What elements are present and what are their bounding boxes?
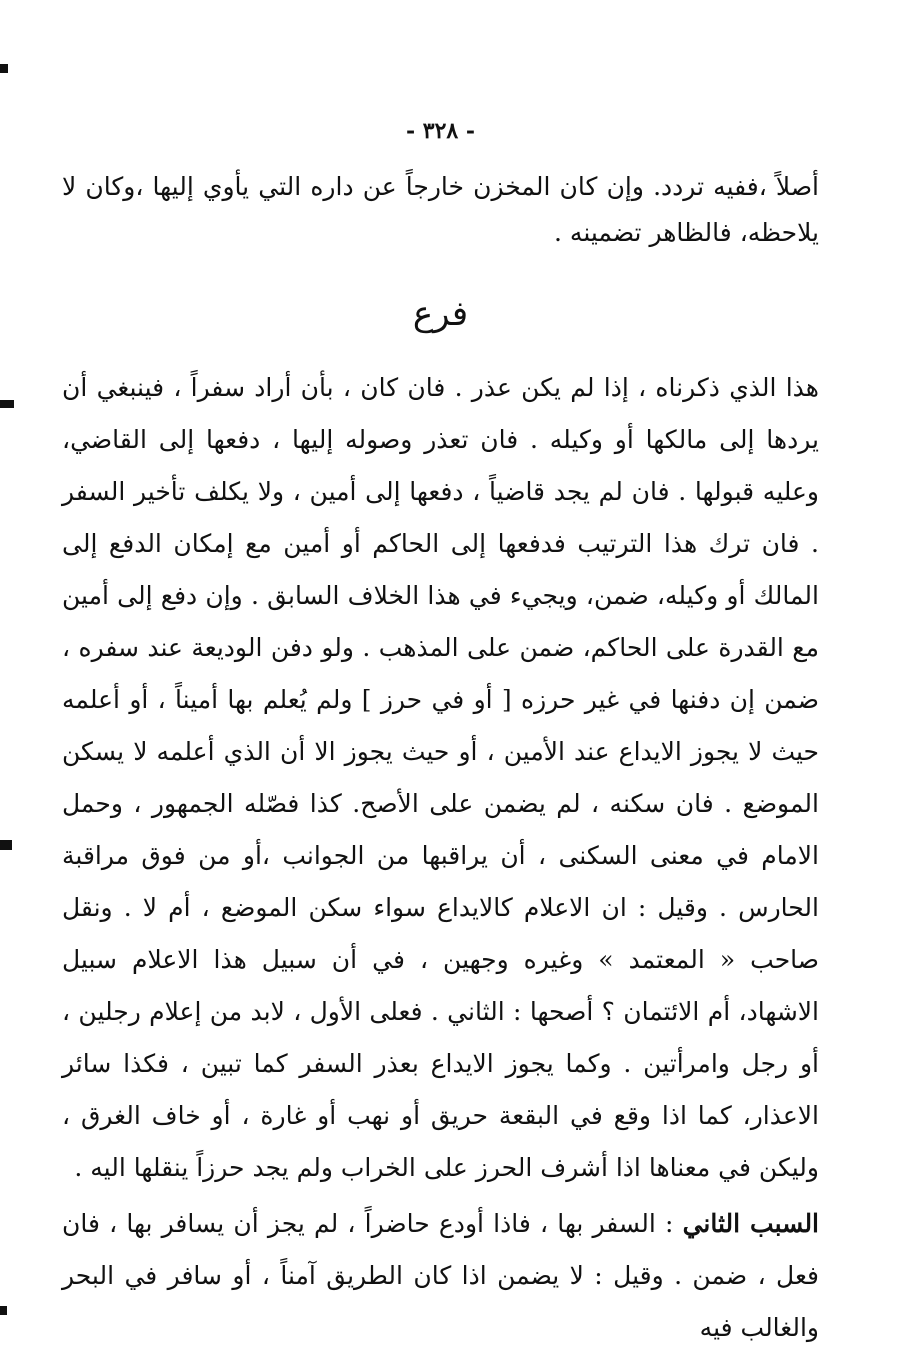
scan-edge-mark-upper [0,400,14,408]
book-page [62,118,819,1354]
second-reason-lead: السبب الثاني [682,1209,820,1238]
section-heading: فرع [412,294,469,334]
second-reason-text: : السفر بها ، فاذا أودع حاضراً ، لم يجز أن يسافر بها ، فان فعل ، ضمن . وقيل : لا يضمن اذا كان الطريق آمناً ، أو سافر في البحر والغالب فيه [62,1209,819,1342]
scan-edge-mark-bottom [0,1306,7,1315]
scan-edge-mark-middle [0,840,12,850]
scan-edge-mark-top [0,64,8,73]
main-paragraph: هذا الذي ذكرناه ، إذا لم يكن عذر . فان كان ، بأن أراد سفراً ، فينبغي أن يردها إلى مالكها أو وكيله . فان تعذر وصوله إليها ، دفعها إلى القاضي، وعليه قبولها . فان لم يجد قاضياً ، دفعها إلى أمين ، ولا يكلف تأخير السفر . فان ترك هذا الترتيب فدفعها إلى الحاكم أو أمين مع إمكان الدفع إلى المالك أو وكيله، ضمن، ويجيء في هذا الخلاف السابق . وإن دفع إلى أمين مع القدرة على الحاكم، ضمن على المذهب . ولو دفن الوديعة عند سفره ، ضمن إن دفنها في غير حرزه [ أو في حرز ] ولم يُعلم بها أميناً ، أو أعلمه حيث لا يجوز الايداع عند الأمين ، أو حيث يجوز الا أن الذي أعلمه لا يسكن الموضع . فان سكنه ، لم يضمن على الأصح. كذا فصّله الجمهور ، وحمل الامام في معنى السكنى ، أن يراقبها من الجوانب ،أو من فوق مراقبة الحارس . وقيل : ان الاعلام كالايداع سواء سكن الموضع ، أم لا . ونقل صاحب « المعتمد » وغيره وجهين ، في أن سبيل هذا الاعلام سبيل الاشهاد، أم الائتمان ؟ أصحها : الثاني . فعلى الأول ، لابد من إعلام رجلين ، أو رجل وامرأتين . وكما يجوز الايداع بعذر السفر كما تبين ، فكذا سائر الاعذار، كما اذا وقع في البقعة حريق أو نهب أو غارة ، أو خاف الغرق ، وليكن في معناها اذا أشرف الحرز على الخراب ولم يجد حرزاً ينقلها اليه . [62,373,819,1182]
second-reason-paragraph [62,1198,819,1354]
opening-paragraph: أصلاً ،ففيه تردد. وإن كان المخزن خارجاً عن داره التي يأوي إليها ،وكان لا يلاحظه، فالظاهر تضمينه . [62,172,819,247]
page-number: - ٣٢٨ - [405,118,476,144]
